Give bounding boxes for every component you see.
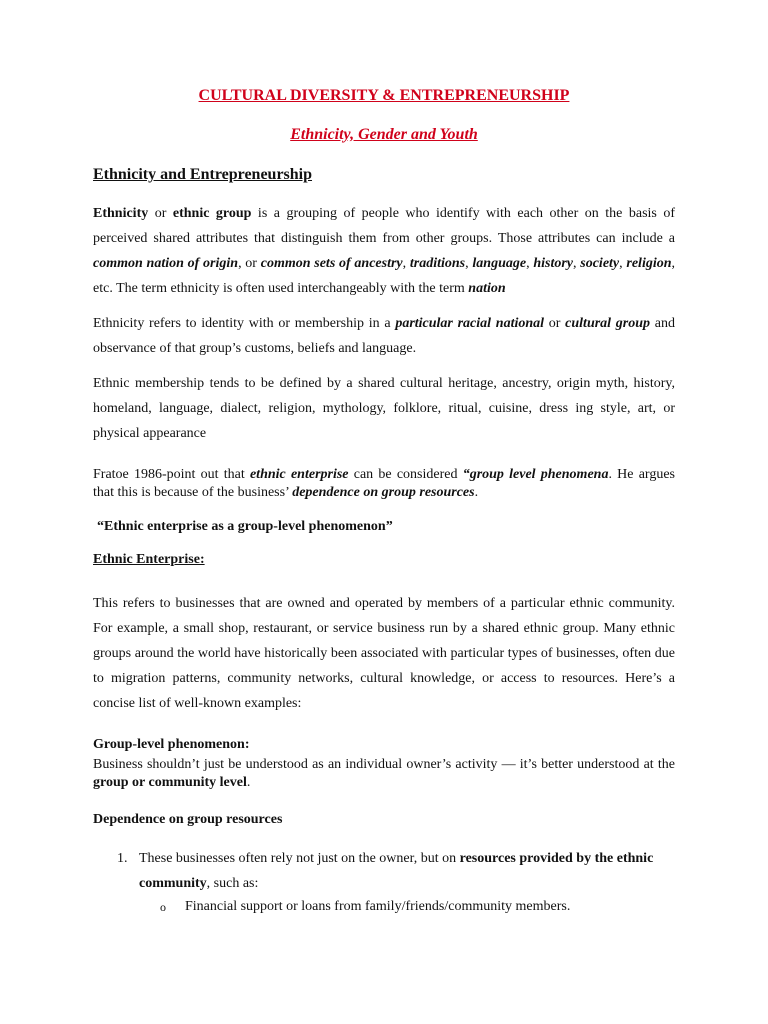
term-history: history <box>533 256 574 271</box>
text-run: , <box>619 256 627 271</box>
text-run: and observance of that group’s customs, beliefs and language. <box>93 316 675 356</box>
document-title: CULTURAL DIVERSITY & ENTREPRENEURSHIP <box>198 87 570 104</box>
paragraph-fratoe <box>93 466 675 502</box>
text-run: can be considered <box>348 467 463 482</box>
text-run: , <box>402 256 410 271</box>
term-community-resources: resources provided by the ethnic community <box>139 851 654 891</box>
text-run: , or <box>238 256 261 271</box>
term-racial-national: particular racial national <box>395 316 545 331</box>
text-run: , such as: <box>206 876 259 891</box>
term-religion: religion <box>626 256 672 271</box>
text-run: , etc. The term ethnicity is often used interchangeably with the term <box>93 256 676 296</box>
quote-heading: “Ethnic enterprise as a group-level phenomenon” <box>97 519 393 534</box>
paragraph-group-level <box>93 756 675 792</box>
text-run: , <box>465 256 473 271</box>
term-ethnic-group: ethnic group <box>172 206 252 221</box>
text-run: Fratoe 1986-point out that <box>93 467 250 482</box>
term-nation: nation <box>468 281 506 296</box>
text-run: Ethnicity refers to identity with or membership in a <box>93 316 396 331</box>
paragraph-ethnicity-identity <box>93 311 675 361</box>
term-ethnicity: Ethnicity <box>93 206 149 221</box>
term-group-level-phenomena: “group level phenomena <box>462 467 609 482</box>
term-ethnic-enterprise: ethnic enterprise <box>249 467 349 482</box>
list-item-text <box>139 846 677 896</box>
term-traditions: traditions <box>409 256 466 271</box>
term-common-nation: common nation of origin <box>93 256 239 271</box>
term-group-resources: dependence on group resources <box>292 485 475 500</box>
term-group-community-level: group or community level <box>93 775 247 790</box>
paragraph-ethnic-membership: Ethnic membership tends to be defined by a shared cultural heritage, ancestry, origin myth, history, homeland, language, dialect, religion, mythology, folklore, ritual, cuisine, dress ing style, art, or physical appearance <box>93 376 675 441</box>
text-run: Business shouldn’t just be understood as an individual owner’s activity — it’s better understood at the <box>93 757 675 772</box>
text-run: , <box>526 256 534 271</box>
section-heading-ethnic-enterprise: Ethnic Enterprise: <box>93 552 205 567</box>
text-run: , <box>573 256 581 271</box>
list-number: 1. <box>117 851 128 866</box>
text-run: . <box>246 775 251 790</box>
group-level-heading: Group-level phenomenon: <box>93 737 250 752</box>
term-common-ancestry: common sets of ancestry <box>260 256 403 271</box>
section-heading-ethnicity: Ethnicity and Entrepreneurship <box>93 166 313 183</box>
term-society: society <box>580 256 620 271</box>
term-language: language <box>472 256 527 271</box>
dependence-heading: Dependence on group resources <box>93 812 283 827</box>
text-run: or <box>148 206 173 221</box>
text-run: . <box>474 485 479 500</box>
text-run: . He argues that this is because of the business’ <box>93 467 675 500</box>
paragraph-ethnic-enterprise: This refers to businesses that are owned and operated by members of a particular ethnic community. For example, a small shop, restaurant, or service business run by a shared ethnic group. Many ethnic groups around the world have historically been associated with particular types of businesses, often due to migration patterns, community networks, cultural knowledge, or access to resources. Here’s a concise list of well-known examples: <box>93 596 675 711</box>
text-run: These businesses often rely not just on the owner, but on <box>139 851 460 866</box>
document-subtitle: Ethnicity, Gender and Youth <box>290 126 478 143</box>
text-run: or <box>544 316 566 331</box>
text-run: is a grouping of people who identify with each other on the basis of perceived shared attributes that distinguish them from other groups. Those attributes can include a <box>93 206 675 246</box>
sub-list-item-text: Financial support or loans from family/friends/community members. <box>185 899 571 914</box>
circle-bullet-icon: o <box>160 900 166 914</box>
paragraph-ethnicity-definition <box>93 201 675 301</box>
term-cultural-group: cultural group <box>565 316 651 331</box>
